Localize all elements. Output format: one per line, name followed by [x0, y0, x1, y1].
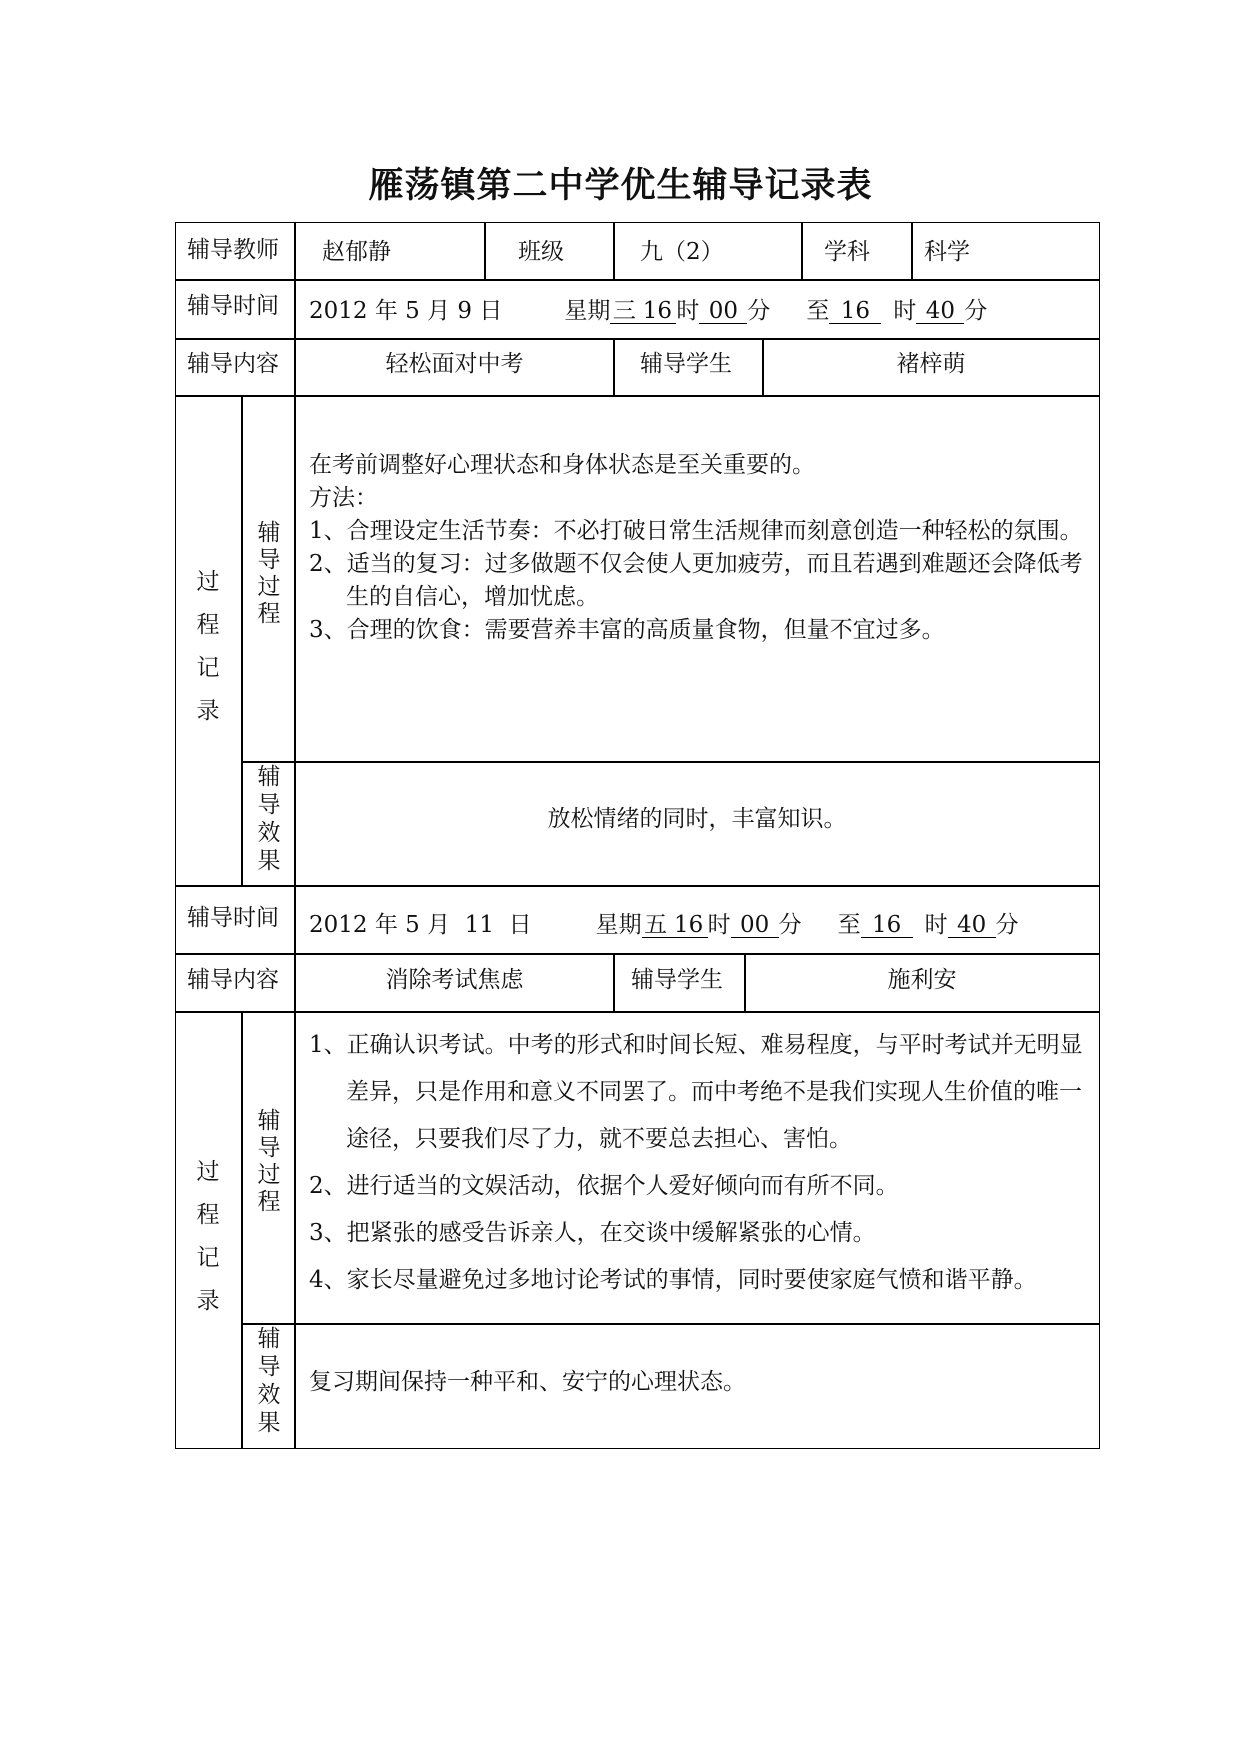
process-label: 辅 导 过 程: [257, 520, 281, 627]
content-label: 辅导内容: [187, 351, 279, 377]
content-value: 轻松面对中考: [385, 351, 524, 377]
hour-unit: 时: [893, 298, 917, 324]
minute-unit: 分: [778, 912, 802, 938]
weekday: 五: [642, 913, 670, 938]
minute-unit: 分: [747, 298, 771, 324]
start-hour: 16: [670, 913, 708, 938]
student-value: 施利安: [887, 967, 957, 993]
minute-unit: 分: [995, 912, 1019, 938]
end-hour: 16: [829, 299, 881, 324]
effect-text: 放松情绪的同时，丰富知识。: [547, 806, 847, 832]
date: 2012 年 5 月 9 日: [309, 298, 503, 324]
subject-value: 科学: [924, 239, 970, 265]
minute-unit: 分: [964, 298, 988, 324]
process-text: 在考前调整好心理状态和身体状态是至关重要的。 方法： 1、合理设定生活节奏：不必打破日常生活规律而刻意创造一种轻松的氛围。 2、适当的复习：过多做题不仅会使人更加疲劳，而且若遇到难题还会降低考生的自信心，增加忧虑。 3、合理的饮食：需要营养丰富的高质量食物，但量不宜过多。: [309, 452, 1083, 643]
content-label: 辅导内容: [187, 967, 279, 993]
start-minute: 00: [731, 913, 779, 938]
class-label: 班级: [518, 239, 564, 265]
time-label: 辅导时间: [187, 905, 279, 931]
end-hour: 16: [861, 913, 913, 938]
process-label: 辅 导 过 程: [257, 1108, 281, 1215]
session2-time: [309, 911, 1019, 939]
effect-label: 辅 导 效 果: [257, 764, 281, 874]
effect-text: 复习期间保持一种平和、安宁的心理状态。: [309, 1369, 746, 1395]
page-title: 雁荡镇第二中学优生辅导记录表: [368, 165, 873, 206]
hour-unit: 时: [924, 912, 948, 938]
teacher-label: 辅导教师: [187, 237, 279, 263]
hour-unit: 时: [676, 298, 700, 324]
record-label: 过 程 记 录: [196, 569, 220, 724]
time-label: 辅导时间: [187, 293, 279, 319]
subject-label: 学科: [824, 239, 870, 265]
start-minute: 00: [699, 299, 747, 324]
session1-time: [309, 297, 987, 325]
weekday-label: 星期: [595, 912, 642, 938]
end-minute: 40: [948, 913, 996, 938]
class-value: 九（2）: [640, 239, 724, 265]
end-minute: 40: [916, 299, 964, 324]
student-value: 褚梓萌: [896, 351, 966, 377]
content-value: 消除考试焦虑: [385, 967, 524, 993]
to-label: 至: [806, 298, 830, 324]
hour-unit: 时: [707, 912, 731, 938]
process-text: 1、正确认识考试。中考的形式和时间长短、难易程度，与平时考试并无明显差异，只是作用和意义不同罢了。而中考绝不是我们实现人生价值的唯一途径，只要我们尽了力，就不要总去担心、害怕。 2、进行适当的文娱活动，依据个人爱好倾向而有所不同。 3、把紧张的感受告诉亲人，在交谈中缓解紧张的心情。 4、家长尽量避免过多地讨论考试的事情，同时要使家庭气愤和谐平静。: [309, 1032, 1083, 1293]
student-label: 辅导学生: [640, 351, 732, 377]
weekday-label: 星期: [564, 298, 611, 324]
to-label: 至: [837, 912, 861, 938]
effect-label: 辅 导 效 果: [257, 1326, 281, 1436]
date: 2012 年 5 月 11 日: [309, 912, 532, 938]
weekday: 三: [610, 299, 638, 324]
record-label: 过 程 记 录: [196, 1159, 220, 1314]
start-hour: 16: [638, 299, 676, 324]
teacher-value: 赵郁静: [322, 239, 391, 265]
student-label: 辅导学生: [631, 967, 723, 993]
